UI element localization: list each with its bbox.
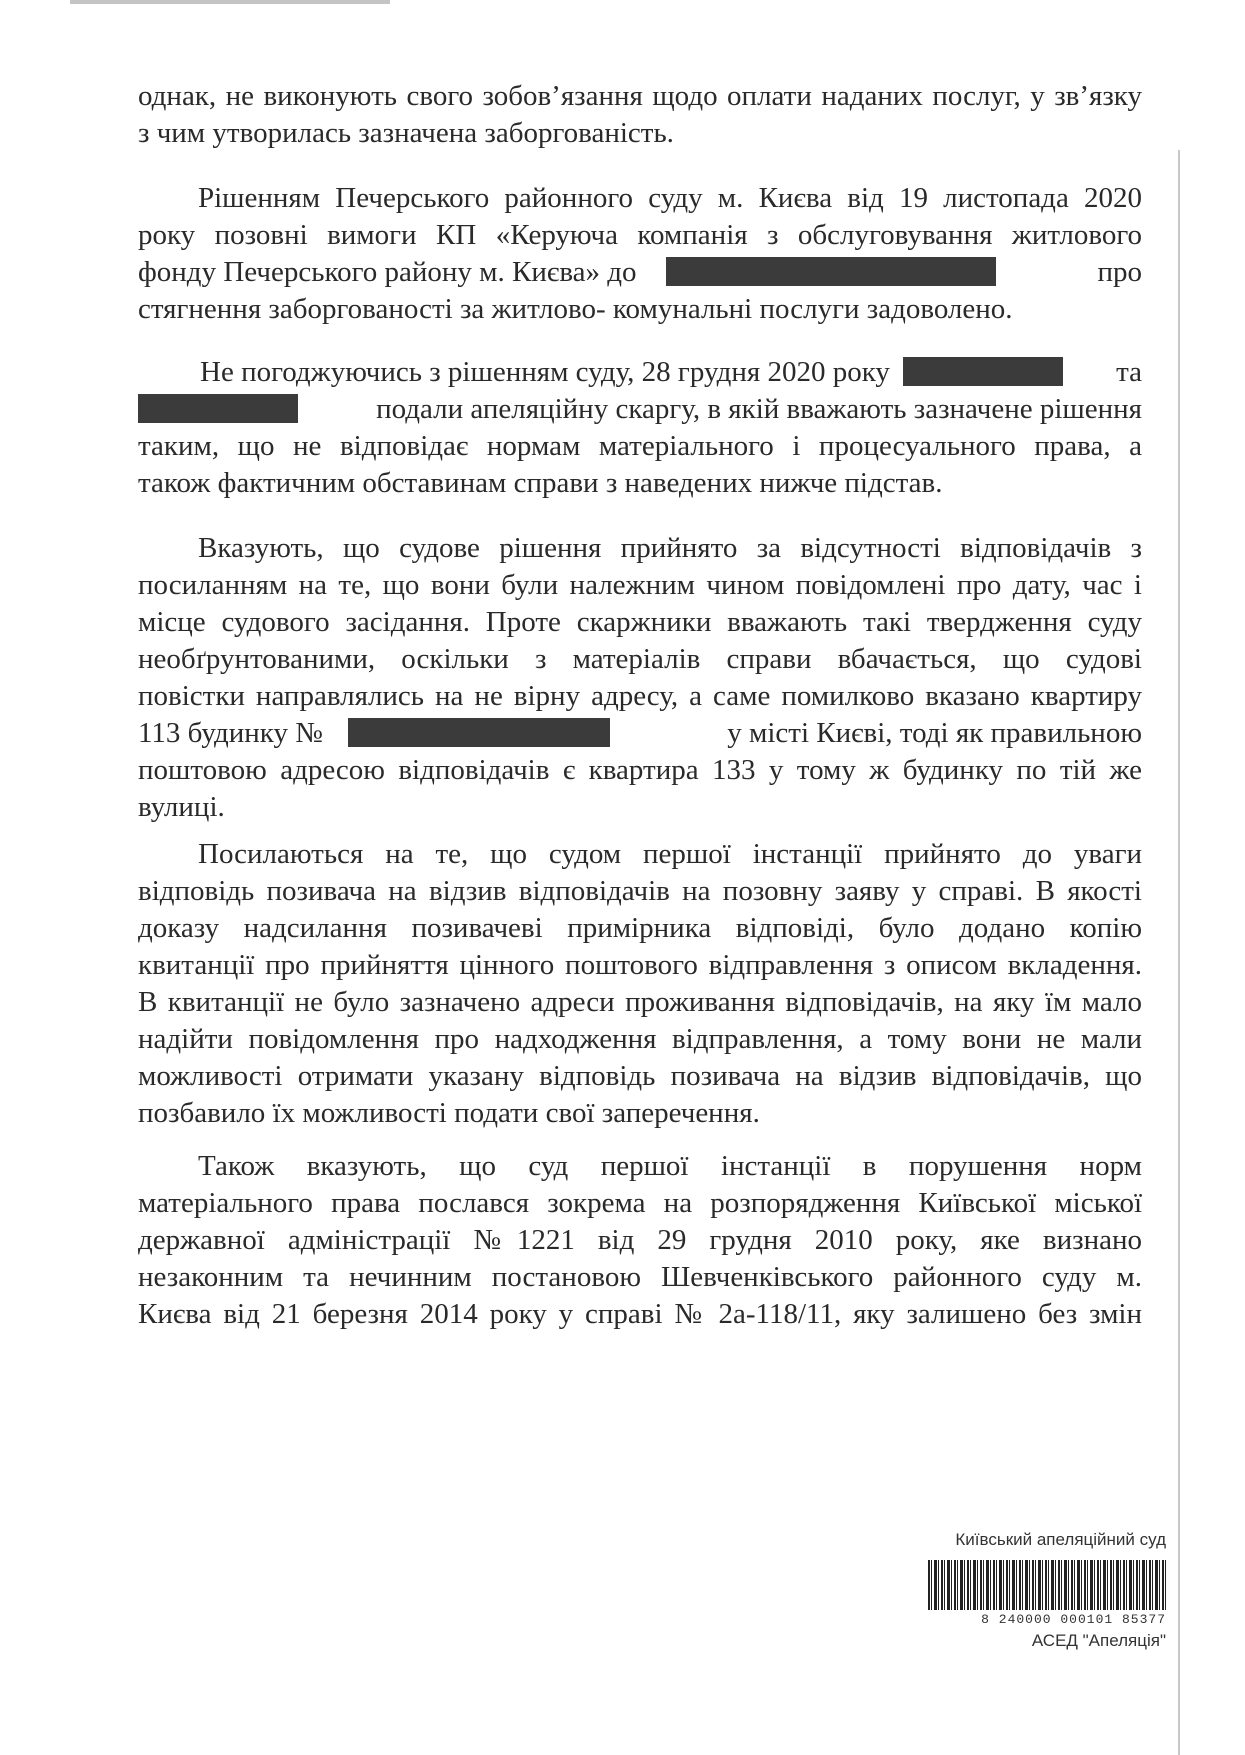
scan-fold-line <box>1178 150 1180 1755</box>
paragraph-6 <box>138 1148 1142 1333</box>
text-line-with-redaction <box>138 715 1142 752</box>
text-line: повістки направлялись на не вірну адресу, а саме помилково вказано квартиру <box>138 680 1142 712</box>
text-line-with-redaction <box>138 391 1142 428</box>
text-line: Посилаються на те, що судом першої інстанції прийнято до уваги <box>198 838 1142 870</box>
text-line: надійти повідомлення про надходження відправлення, а тому вони не мали <box>138 1023 1142 1055</box>
text-line: стягнення заборгованості за житлово- комунальні послуги задоволено. <box>138 293 1013 325</box>
text-fragment: про <box>1097 256 1142 288</box>
text-line: матеріального права послався зокрема на розпорядження Київської міської <box>138 1187 1142 1219</box>
text-line: державної адміністрації №1221 від 29 грудня 2010 року, яке визнано <box>138 1224 1142 1256</box>
text-line: незаконним та нечинним постановою Шевченківського районного суду м. <box>138 1261 1142 1293</box>
text-line: Рішенням Печерського районного суду м. Києва від 19 листопада 2020 <box>198 182 1142 214</box>
stamp-court-name: Київський апеляційний суд <box>955 1530 1166 1549</box>
text-line: позбавило їх можливості подати свої заперечення. <box>138 1097 760 1129</box>
redaction-block <box>138 394 298 423</box>
text-fragment: Не погоджуючись з рішенням суду, 28 грудня 2020 року <box>200 356 890 388</box>
text-line: однак, не виконують свого зобов’язання щодо оплати наданих послуг, у зв’язку <box>138 80 1142 112</box>
paragraph-1 <box>138 78 1142 152</box>
text-line: необґрунтованими, оскільки з матеріалів справи вбачається, що судові <box>138 643 1142 675</box>
scan-edge-mark <box>70 0 390 4</box>
text-line: відповідь позивача на відзив відповідачів на позовну заяву у справі. В якості <box>138 875 1142 907</box>
text-fragment: 113 будинку № <box>138 717 323 749</box>
text-fragment: у місті Києві, тоді як правильною <box>727 717 1142 749</box>
redaction-block <box>666 257 996 286</box>
paragraph-2 <box>138 180 1142 328</box>
text-line: Києва від 21 березня 2014 року у справі № 2а-118/11, яку залишено без змін <box>138 1298 1142 1330</box>
registration-stamp <box>920 1530 1166 1651</box>
paragraph-5 <box>138 836 1142 1132</box>
text-fragment: подали апеляційну скаргу, в якій вважають зазначене рішення <box>376 393 1142 425</box>
text-line-with-redaction <box>138 254 1142 291</box>
redaction-block <box>903 357 1063 386</box>
text-fragment: та <box>1116 356 1142 388</box>
text-fragment: фонду Печерського району м. Києва» до <box>138 256 637 288</box>
text-line: таким, що не відповідає нормам матеріального і процесуального права, а <box>138 430 1142 462</box>
text-line: року позовні вимоги КП «Керуюча компанія з обслуговування житлового <box>138 219 1142 251</box>
stamp-system-name: АСЕД "Апеляція" <box>1031 1631 1166 1650</box>
paragraph-4 <box>138 530 1142 826</box>
text-line-with-redaction <box>138 354 1142 391</box>
barcode-number: 8 240000 000101 85377 <box>981 1612 1166 1627</box>
text-line: місце судового засідання. Проте скаржники вважають такі твердження суду <box>138 606 1142 638</box>
text-line: квитанції про прийняття цінного поштового відправлення з описом вкладення. <box>138 949 1142 981</box>
text-line: В квитанції не було зазначено адреси проживання відповідачів, на яку їм мало <box>138 986 1142 1018</box>
text-line: поштовою адресою відповідачів є квартира 133 у тому ж будинку по тій же <box>138 754 1142 786</box>
paragraph-3 <box>138 354 1142 502</box>
text-line: з чим утворилась зазначена заборгованість. <box>138 117 674 149</box>
text-line: вулиці. <box>138 791 225 823</box>
text-line: також фактичним обставинам справи з наведених нижче підстав. <box>138 467 943 499</box>
text-line: доказу надсилання позивачеві примірника відповіді, було додано копію <box>138 912 1142 944</box>
barcode <box>928 1560 1166 1610</box>
text-line: можливості отримати указану відповідь позивача на відзив відповідачів, що <box>138 1060 1142 1092</box>
text-line: посиланням на те, що вони були належним чином повідомлені про дату, час і <box>138 569 1142 601</box>
redaction-block <box>348 718 610 747</box>
text-line: Також вказують, що суд першої інстанції в порушення норм <box>198 1150 1142 1182</box>
text-line: Вказують, що судове рішення прийнято за відсутності відповідачів з <box>198 532 1142 564</box>
